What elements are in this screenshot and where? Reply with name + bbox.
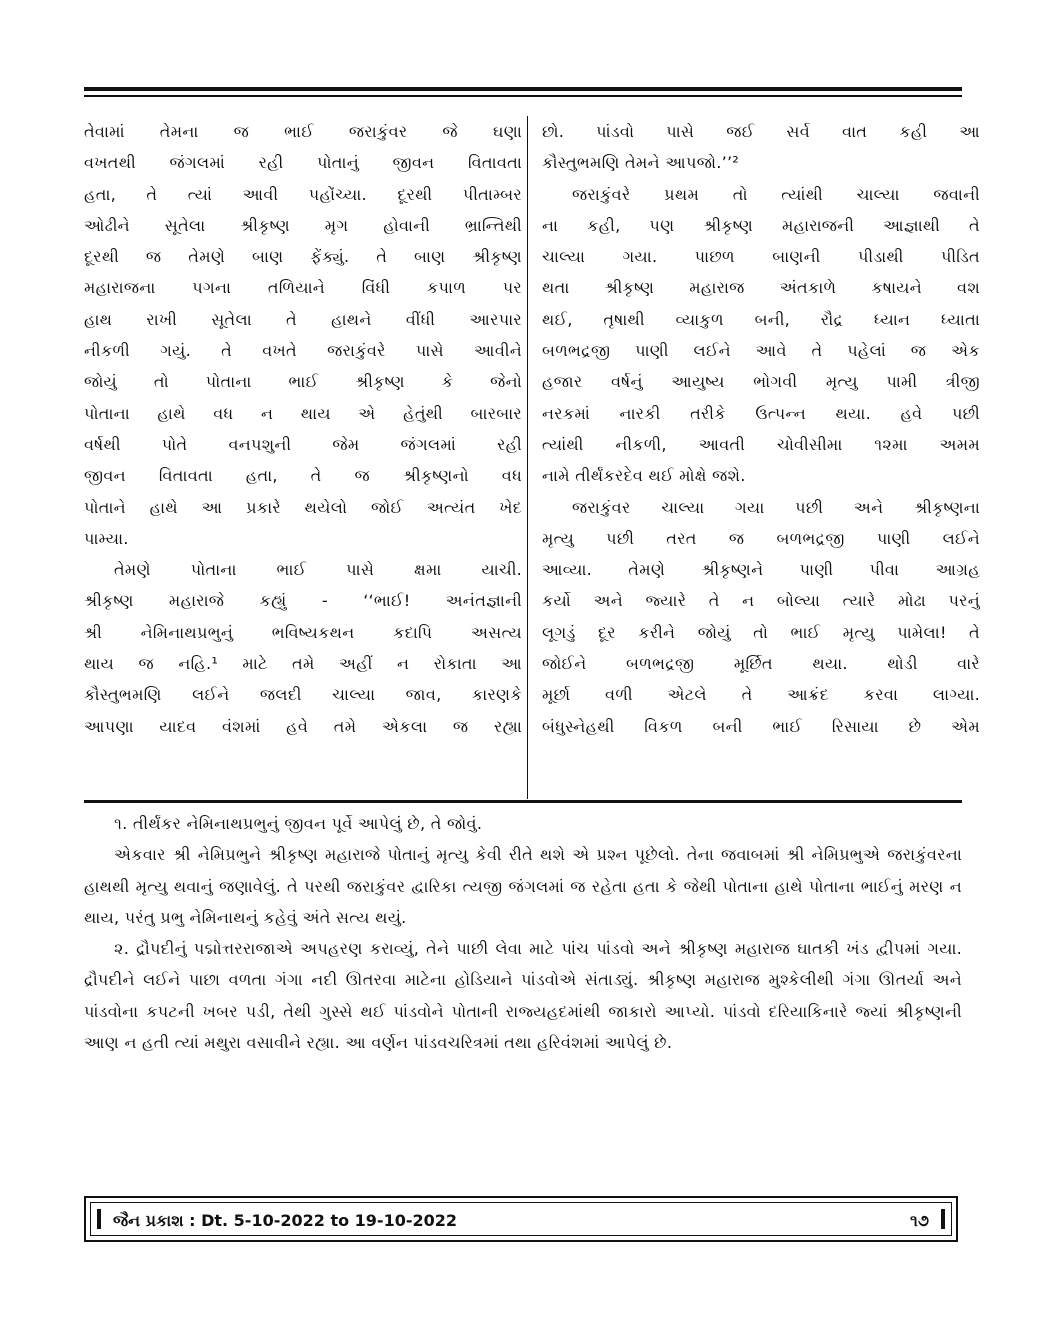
column-divider [527,116,528,799]
text-line: તેવામાં તેમના જ ભાઈ જરાકુંવર જે ઘણા [84,122,522,141]
text-line: કર્યો અને જ્યારે તે ન બોલ્યા ત્યારે મોઢા પરનું [542,591,980,611]
text-line: મહારાજના પગના તળિયાને વિંધી કપાળ પર [84,278,522,298]
text-line: પામ્યા. [84,528,129,548]
text-line: આવ્યા. તેમણે શ્રીકૃષ્ણને પાણી પીવા આગ્રહ [542,560,980,580]
text-line: નરકમાં નારકી તરીકે ઉત્પન્ન થયા. હવે પછી [542,403,980,423]
text-line: છો. પાંડવો પાસે જઈ સર્વ વાત કહી આ [542,122,980,141]
text-line: ચાલ્યા ગયા. પાછળ બાણની પીડાથી પીડિત [542,247,980,267]
header-rule-thin [84,95,962,97]
text-line: જરાકુંવરે પ્રથમ તો ત્યાંથી ચાલ્યા જવાની [572,184,980,204]
header-rule-thick [84,87,962,91]
text-line: કૌસ્તુભમણિ તેમને આપજો.’’² [542,153,739,173]
footnotes [84,808,962,1058]
text-line: થઈ, તૃષાથી વ્યાકુળ બની, રૌદ્ર ધ્યાન ધ્યાતા [542,309,980,329]
footer-left-bar [97,1209,101,1229]
text-line: થતા શ્રીકૃષ્ણ મહારાજ અંતકાળે કષાયને વશ [542,278,980,298]
text-line: થાય જ નહિ.¹ માટે તમે અહીં ન રોકાતા આ [84,654,522,674]
footnote-1-body: એકવાર શ્રી નેમિપ્રભુને શ્રીકૃષ્ણ મહારાજે પોતાનું મૃત્યુ કેવી રીતે થશે એ પ્રશ્ન પૂછેલો. તેના જવાબમાં શ્રી નેમિપ્રભુએ જરાકુંવરના હાથથી મૃત્યુ થવાનું જણાવેલું. તે પરથી જરાકુંવર દ્વારિકા ત્યજી જંગલમાં જ રહેતા હતા કે જેથી પોતાના હાથે પોતાના ભાઈનું મરણ ન થાય, પરંતુ પ્રભુ નેમિનાથનું કહેવું અંતે સત્ય થયું. [84,845,962,927]
footer-right-bar [941,1209,945,1229]
text-line: નીકળી ગયું. તે વખતે જરાકુંવરે પાસે આવીને [84,341,522,361]
text-line: શ્રી નેમિનાથપ્રભુનું ભવિષ્યકથન કદાપિ અસત્ય [84,622,522,642]
text-line: ઓઢીને સૂતેલા શ્રીકૃષ્ણ મૃગ હોવાની ભ્રાન્તિથી [84,215,522,235]
text-line: હાથ રાખી સૂતેલા તે હાથને વીંધી આરપાર [84,309,522,329]
text-line: આપણા યાદવ વંશમાં હવે તમે એકલા જ રહ્યા [84,716,522,736]
page-number: ૧૭ [910,1211,929,1230]
text-line: હજાર વર્ષનું આયુષ્ય ભોગવી મૃત્યુ પામી ત્રીજી [542,372,980,392]
text-line: શ્રીકૃષ્ણ મહારાજે કહ્યું - ‘‘ભાઈ! અનંતજ્ઞાની [84,591,522,611]
page-footer [84,1196,958,1242]
text-line: જોયું તો પોતાના ભાઈ શ્રીકૃષ્ણ કે જેનો [84,372,522,392]
text-line: હતા, તે ત્યાં આવી પહોંચ્યા. દૂરથી પીતામ્બર [84,184,522,204]
text-line: ના કહી, પણ શ્રીકૃષ્ણ મહારાજની આજ્ઞાથી તે [542,215,980,235]
text-line: જરાકુંવર ચાલ્યા ગયા પછી અને શ્રીકૃષ્ણના [572,497,980,517]
text-line: બળભદ્રજી પાણી લઈને આવે તે પહેલાં જ એક [542,341,980,361]
right-column [542,116,980,742]
footnote-separator [84,800,962,803]
footnote-2: ૨. દ્રૌપદીનું પદ્મોત્તરરાજાએ અપહરણ કરાવ્યું, તેને પાછી લેવા માટે પાંચ પાંડવો અને શ્રીકૃષ્ણ મહારાજ ઘાતકી ખંડ દ્વીપમાં ગયા. દ્રૌપદીને લઈને પાછા વળતા ગંગા નદી ઊતરવા માટેના હોડિયાને પાંડવોએ સંતાડ્યું. શ્રીકૃષ્ણ મહારાજ મુશ્કેલીથી ગંગા ઊતર્યા અને પાંડવોના કપટની ખબર પડી, તેથી ગુસ્સે થઈ પાંડવોને પોતાની રાજ્યહદમાંથી જાકારો આપ્યો. પાંડવો દરિયાકિનારે જ્યાં શ્રીકૃષ્ણની આણ ન હતી ત્યાં મથુરા વસાવીને રહ્યા. આ વર્ણન પાંડવચરિત્રમાં તથા હરિવંશમાં આપેલું છે. [84,939,962,1053]
text-line: પોતાને હાથે આ પ્રકારે થયેલો જોઈ અત્યંત ખેદ [84,497,522,517]
text-line: મૃત્યુ પછી તરત જ બળભદ્રજી પાણી લઈને [542,528,980,548]
text-line: દૂરથી જ તેમણે બાણ ફેંક્યું. તે બાણ શ્રીકૃષ્ણ [84,247,522,267]
text-line: જીવન વિતાવતા હતા, તે જ શ્રીકૃષ્ણનો વધ [84,466,522,486]
text-line: વર્ષથી પોતે વનપશુની જેમ જંગલમાં રહી [84,434,522,454]
text-line: બંધુસ્નેહથી વિકળ બની ભાઈ રિસાયા છે એમ [542,716,980,736]
publication-title: જૈન પ્રકાશ : Dt. 5-10-2022 to 19-10-2022 [113,1211,458,1230]
footer-inner-border [90,1202,952,1236]
text-line: લૂગડું દૂર કરીને જોયું તો ભાઈ મૃત્યુ પામેલા! તે [542,622,980,642]
text-line: નામે તીર્થંકરદેવ થઈ મોક્ષે જશે. [542,466,746,486]
text-line: કૌસ્તુભમણિ લઈને જલદી ચાલ્યા જાવ, કારણકે [84,685,522,705]
text-line: તેમણે પોતાના ભાઈ પાસે ક્ષમા યાચી. [114,560,522,580]
text-line: પોતાના હાથે વધ ન થાય એ હેતુંથી બારબાર [84,403,522,423]
left-column [84,116,522,742]
text-line: વખતથી જંગલમાં રહી પોતાનું જીવન વિતાવતા [84,153,522,173]
text-line: મૂર્છા વળી એટલે તે આક્રંદ કરવા લાગ્યા. [542,685,980,705]
footnote-1: ૧. તીર્થંકર નેમિનાથપ્રભુનું જીવન પૂર્વે આપેલું છે, તે જોવું. [114,814,483,833]
text-line: ત્યાંથી નીકળી, આવતી ચોવીસીમા ૧૨મા અમમ [542,434,980,454]
text-line: જોઈને બળભદ્રજી મૂર્છિત થયા. થોડી વારે [542,654,980,674]
